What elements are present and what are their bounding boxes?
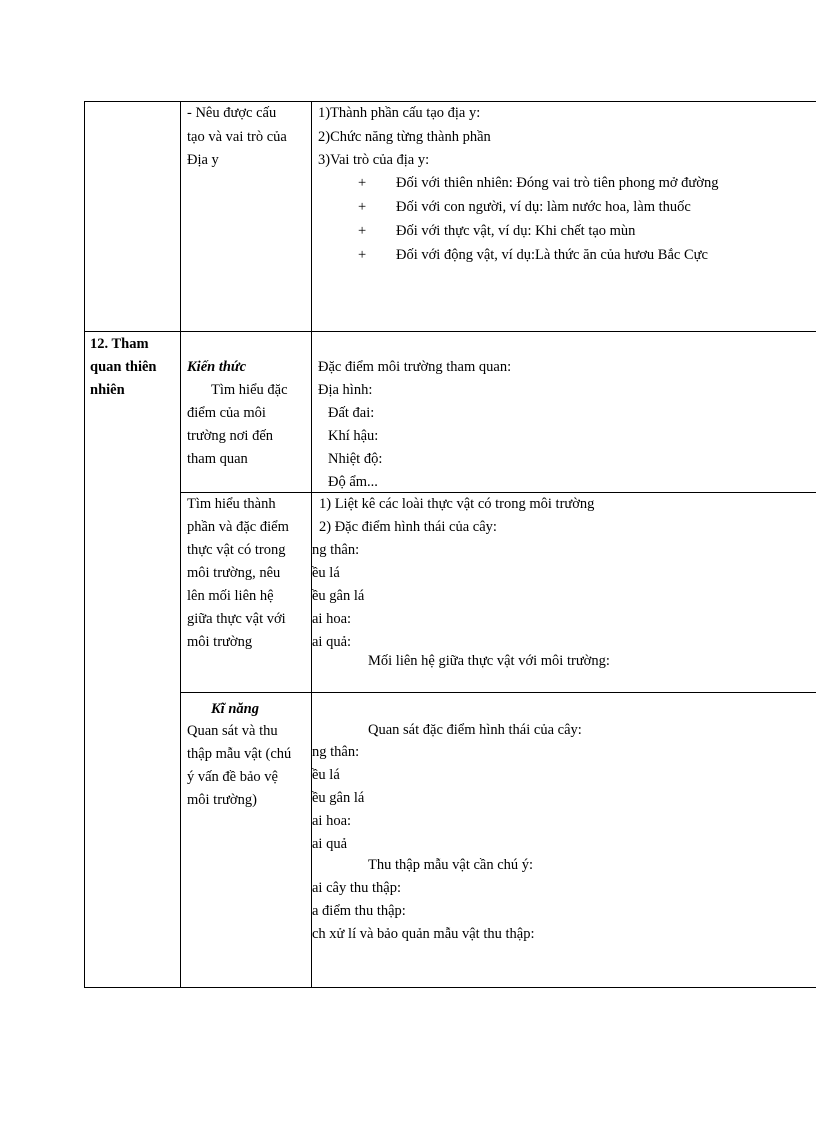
observe-note: Quan sát đặc điểm hình thái của cây:	[368, 722, 582, 738]
bullet-item: Đối với thực vật, ví dụ: Khi chết tạo mùn	[396, 223, 636, 239]
row-divider-1	[84, 331, 816, 332]
content-item: 2)Chức năng từng thành phần	[318, 129, 491, 145]
skills-heading: Kĩ năng	[211, 701, 259, 717]
bullet-marker: +	[358, 223, 367, 239]
row-divider-2	[180, 492, 816, 493]
objective-line: - Nêu được cấu	[187, 105, 277, 121]
relation-note: Mối liên hệ giữa thực vật với môi trường:	[368, 653, 610, 669]
objective-line: Địa y	[187, 152, 219, 168]
content-item: Địa hình:	[318, 382, 373, 398]
clipped-line: a điểm thu thập:	[312, 903, 406, 919]
knowledge-heading: Kiến thức	[187, 359, 247, 375]
clipped-line: ều lá	[312, 767, 340, 783]
clipped-line: ai quả:	[312, 634, 352, 650]
objective-line: tạo và vai trò của	[187, 129, 287, 145]
objective-line: điểm của môi	[187, 405, 266, 421]
bullet-item: Đối với thiên nhiên: Đóng vai trò tiên phong mở đường	[396, 175, 719, 191]
objective-line: lên mối liên hệ	[187, 588, 274, 604]
content-item: Đặc điểm môi trường tham quan:	[318, 359, 512, 375]
bullet-marker: +	[358, 199, 367, 215]
objective-line: môi trường	[187, 634, 253, 650]
objective-line: Tìm hiểu đặc	[211, 382, 288, 398]
table-bottom-border	[84, 987, 816, 988]
clipped-line: ai hoa:	[312, 611, 352, 627]
content-item: Khí hậu:	[328, 428, 379, 444]
objective-line: ý vấn đề bảo vệ	[187, 769, 278, 785]
bullet-item: Đối với động vật, ví dụ:Là thức ăn của hươu Bắc Cực	[396, 247, 708, 263]
objective-line: thực vật có trong	[187, 542, 286, 558]
content-item: 1)Thành phần cấu tạo địa y:	[318, 105, 481, 121]
clipped-line: ai quả	[312, 836, 348, 852]
clipped-line: ều gân lá	[312, 588, 365, 604]
objective-line: phần và đặc điểm	[187, 519, 289, 535]
objective-line: Tìm hiểu thành	[187, 496, 276, 512]
content-item: Độ ẩm...	[328, 474, 378, 490]
bullet-item: Đối với con người, ví dụ: làm nước hoa, làm thuốc	[396, 199, 691, 215]
objective-line: tham quan	[187, 451, 248, 467]
objective-line: trường nơi đến	[187, 428, 274, 444]
lesson-title-line: 12. Tham	[90, 336, 149, 352]
collect-note: Thu thập mẫu vật cần chú ý:	[368, 857, 534, 873]
column-divider-1	[180, 101, 181, 988]
content-item: 1) Liệt kê các loài thực vật có trong môi trường	[319, 496, 595, 512]
bullet-marker: +	[358, 247, 367, 263]
table-top-border	[84, 101, 816, 102]
clipped-line: ai hoa:	[312, 813, 352, 829]
table-left-border	[84, 101, 85, 988]
content-item: Đất đai:	[328, 405, 375, 421]
objective-line: giữa thực vật với	[187, 611, 286, 627]
objective-line: Quan sát và thu	[187, 723, 278, 739]
row-divider-3	[180, 692, 816, 693]
clipped-line: ch xử lí và bảo quản mẫu vật thu thập:	[312, 926, 535, 942]
clipped-line: ng thân:	[312, 542, 360, 558]
lesson-title-line: nhiên	[90, 382, 125, 398]
clipped-line: ều lá	[312, 565, 340, 581]
bullet-marker: +	[358, 175, 367, 191]
clipped-line: ều gân lá	[312, 790, 365, 806]
objective-line: môi trường, nêu	[187, 565, 281, 581]
objective-line: môi trường)	[187, 792, 257, 808]
content-item: 3)Vai trò của địa y:	[318, 152, 430, 168]
objective-line: thập mẫu vật (chú	[187, 746, 292, 762]
clipped-line: ng thân:	[312, 744, 360, 760]
lesson-title-line: quan thiên	[90, 359, 157, 375]
content-item: Nhiệt độ:	[328, 451, 383, 467]
content-item: 2) Đặc điểm hình thái của cây:	[319, 519, 497, 535]
clipped-line: ai cây thu thập:	[312, 880, 401, 896]
